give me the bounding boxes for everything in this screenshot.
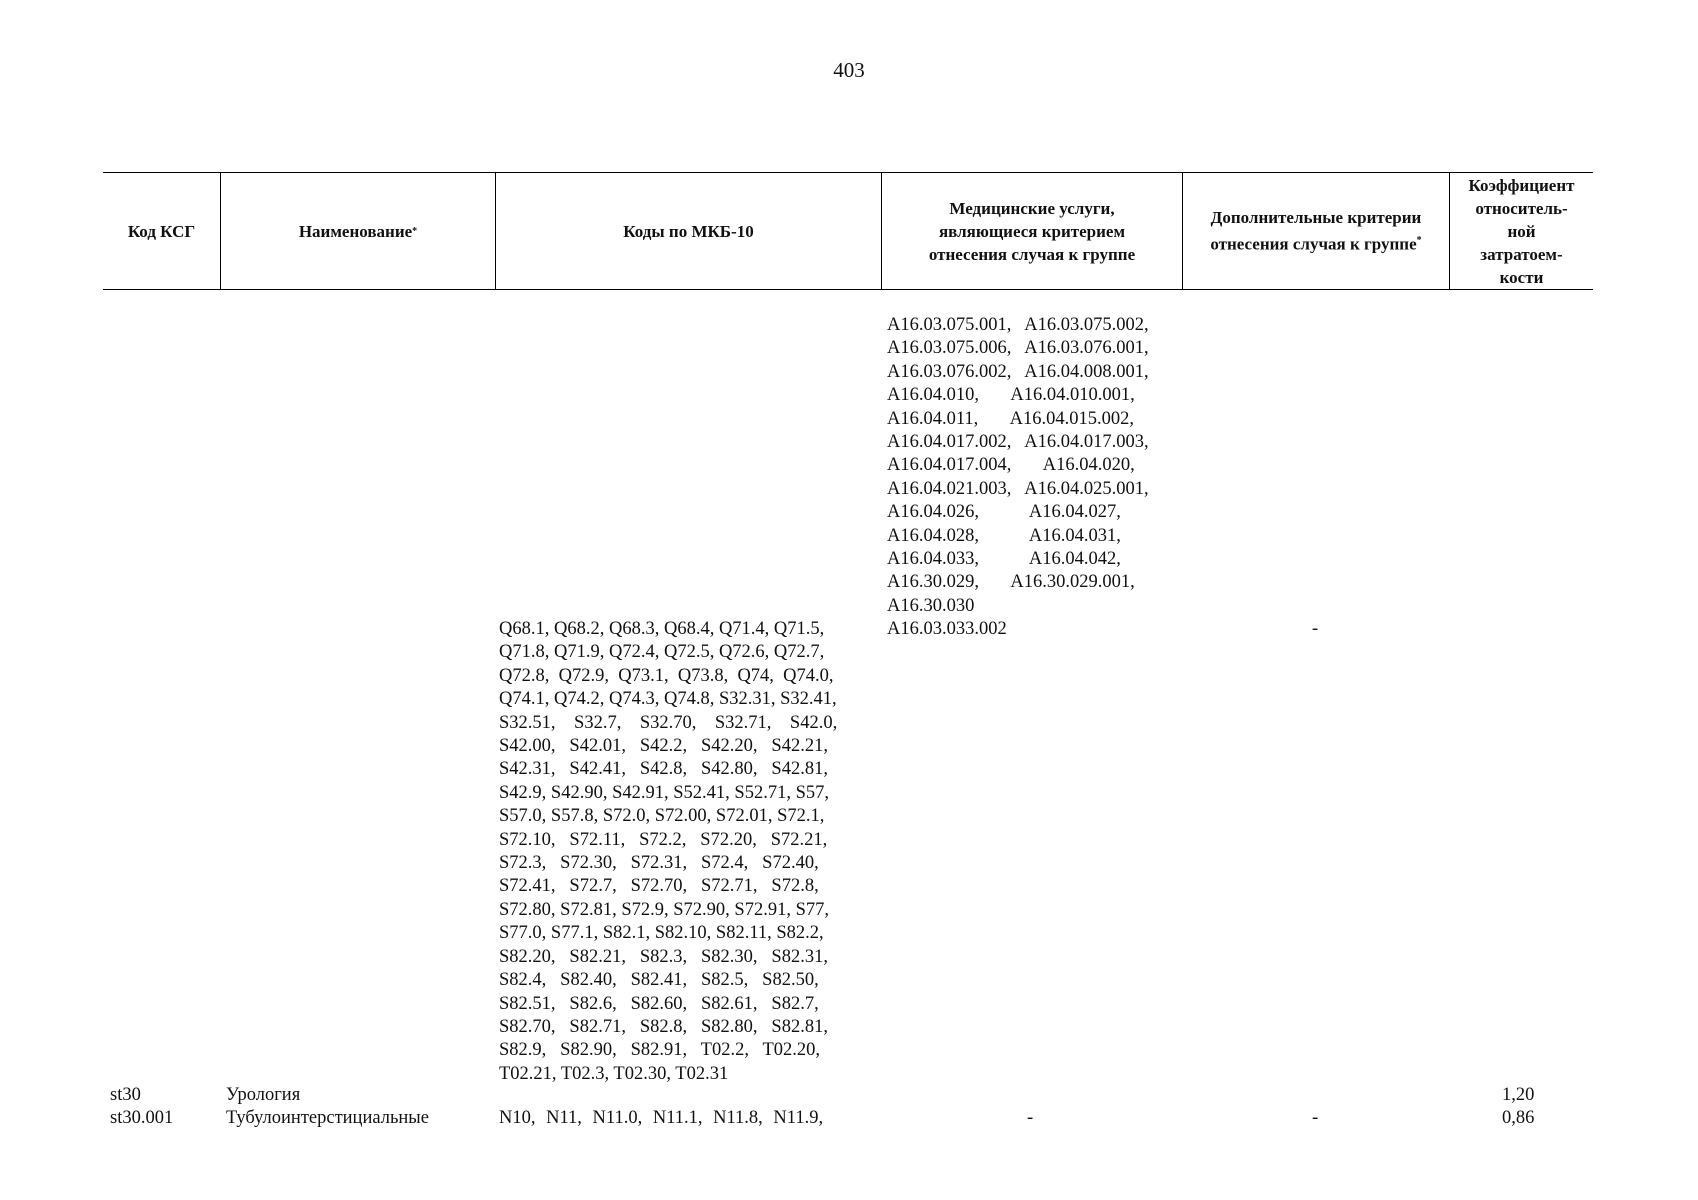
header-divider	[220, 172, 221, 289]
services-block: A16.03.075.001, A16.03.075.002, A16.03.075.006, A16.03.076.001, A16.03.076.002, A16.04.008.001, A16.04.010, A16.04.010.001, A16.04.011, A16.04.015.002, A16.04.017.002, A16.04.017.003, A16.04.017.004, A16.04.020, A16.04.021.003, A16.04.025.001, A16.04.026, A16.04.027, A16.04.028, A16.04.031, A16.04.033, A16.04.042, A16.30.029, A16.30.029.001, A16.30.030	[887, 315, 1149, 616]
ksg-name: Урология	[226, 1085, 301, 1105]
header-extra-line-2: отнесения случая к группе	[1210, 234, 1417, 254]
header-divider	[495, 172, 496, 289]
header-services-line-3: отнесения случая к группе	[928, 244, 1136, 264]
header-coef-line-5: кости	[1499, 267, 1544, 287]
ksg-code: st30	[110, 1085, 141, 1105]
header-divider	[1449, 172, 1450, 289]
coefficient-value: 0,86	[1502, 1108, 1535, 1128]
service-dash: -	[1027, 1108, 1034, 1128]
page-number: 403	[833, 58, 865, 82]
icd-codes-line: N10, N11, N11.0, N11.1, N11.8, N11.9,	[499, 1108, 824, 1128]
header-divider	[881, 172, 882, 289]
header-coef-line-4: затратоем-	[1480, 244, 1563, 264]
header-divider	[1182, 172, 1183, 289]
header-services	[882, 173, 1182, 289]
service-code: A16.03.033.002	[887, 619, 1007, 639]
header-services-line-2: являющиеся критерием	[938, 221, 1126, 241]
header-services-line-1: Медицинские услуги,	[949, 198, 1115, 218]
header-extra-note: *	[1416, 235, 1422, 247]
header-coef-line-3: ной	[1507, 221, 1536, 241]
header-code: Код КСГ	[127, 221, 196, 241]
icd-codes-block: Q68.1, Q68.2, Q68.3, Q68.4, Q71.4, Q71.5, Q71.8, Q71.9, Q72.4, Q72.5, Q72.6, Q72.7, Q72.8, Q72.9, Q73.1, Q73.8, Q74, Q74.0, Q74.1, Q74.2, Q74.3, Q74.8, S32.31, S32.41, S32.51, S32.7, S32.70, S32.71, S42.0, S42.00, S42.01, S42.2, S42.20, S42.21, S42.31, S42.41, S42.8, S42.80, S42.81, S42.9, S42.90, S42.91, S52.41, S52.71, S57, S57.0, S57.8, S72.0, S72.00, S72.01, S72.1, S72.10, S72.11, S72.2, S72.20, S72.21, S72.3, S72.30, S72.31, S72.4, S72.40, S72.41, S72.7, S72.70, S72.71, S72.8, S72.80, S72.81, S72.9, S72.90, S72.91, S77, S77.0, S77.1, S82.1, S82.10, S82.11, S82.2, S82.20, S82.21, S82.3, S82.30, S82.31, S82.4, S82.40, S82.41, S82.5, S82.50, S82.51, S82.6, S82.60, S82.61, S82.7, S82.70, S82.71, S82.8, S82.80, S82.81, S82.9, S82.90, S82.91, T02.2, T02.20, T02.21, T02.3, T02.30, T02.31	[499, 619, 838, 1084]
header-coefficient	[1450, 173, 1593, 289]
extra-criteria-dash: -	[1312, 619, 1319, 639]
coefficient-value: 1,20	[1502, 1085, 1535, 1105]
header-extra	[1183, 173, 1449, 289]
header-icd: Коды по МКБ-10	[623, 221, 754, 241]
header-coef-line-2: относитель-	[1475, 198, 1568, 218]
header-name-text: Наименование	[298, 221, 413, 241]
header-name-note: *	[412, 225, 418, 237]
header-extra-line-2-wrap	[1210, 229, 1421, 256]
header-coef-line-1: Коэффициент	[1468, 175, 1575, 195]
ksg-code: st30.001	[110, 1108, 174, 1128]
header-name	[221, 173, 495, 289]
header-extra-line-1: Дополнительные критерии	[1210, 208, 1422, 228]
ksg-name: Тубулоинтерстициальные	[226, 1108, 429, 1128]
table-header	[103, 172, 1593, 290]
extra-criteria-dash: -	[1312, 1108, 1319, 1128]
